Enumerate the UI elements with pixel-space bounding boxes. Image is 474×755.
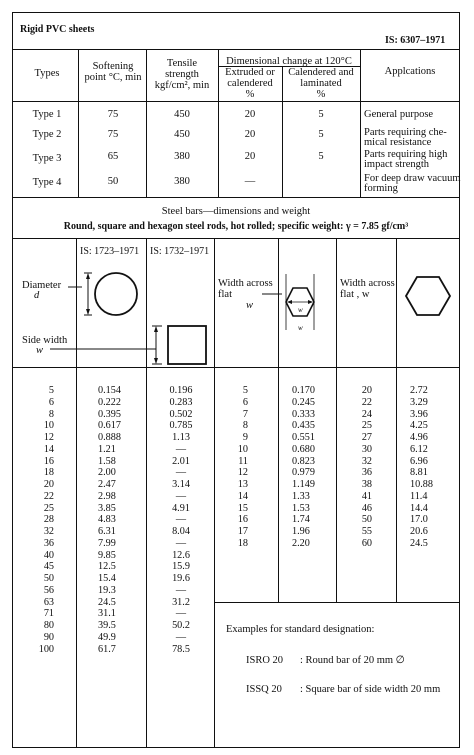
- size-cell: 18: [43, 467, 54, 479]
- pvc-application: Parts requiring che-: [364, 127, 447, 138]
- pvc-application: impact strength: [364, 159, 430, 170]
- size-cell: 5: [48, 385, 54, 396]
- diameter-symbol: d: [34, 290, 40, 301]
- hex-weight-cell: 0.170: [292, 385, 315, 396]
- round-weight-cell: 1.21: [98, 443, 116, 455]
- hex-size-cell: 55: [361, 526, 372, 537]
- hexagon-bar-drawing: [262, 272, 338, 334]
- divider: [12, 367, 460, 368]
- round-weight-cell: 19.3: [98, 584, 116, 596]
- square-weight-cell: 31.2: [172, 596, 190, 608]
- round-weight-cell: 7.99: [98, 537, 116, 549]
- divider: [218, 66, 360, 67]
- hex-weight-cell: 8.81: [410, 467, 428, 479]
- divider: [146, 238, 147, 748]
- pvc-calendered: 5: [318, 129, 324, 140]
- hex-weight-cell: 0.823: [292, 455, 315, 467]
- size-cell: 80: [43, 620, 54, 631]
- hex-weight-cell: 20.6: [410, 526, 428, 537]
- round-weight-cell: 0.154: [98, 385, 121, 396]
- hex-size-cell: 7: [242, 408, 248, 420]
- header-types: Types: [34, 68, 60, 79]
- example-2-code: ISSQ 20: [246, 684, 282, 695]
- round-weight-cell: 9.85: [98, 549, 116, 561]
- hex-weight-cell: 4.25: [410, 420, 428, 432]
- square-weight-cell: —: [175, 631, 187, 643]
- hex-weight-cell: 3.96: [410, 408, 428, 420]
- hexagon-large-drawing: [400, 266, 458, 326]
- diameter-leader: [4, 282, 84, 292]
- round-weight-cell: 6.31: [98, 526, 116, 537]
- hex-size-cell: 18: [237, 537, 248, 549]
- pvc-softening: 75: [107, 109, 119, 120]
- divider: [214, 238, 215, 367]
- round-weight-cell: 2.47: [98, 479, 116, 490]
- size-cell: 71: [43, 608, 54, 620]
- width-across-symbol: w: [246, 300, 254, 311]
- square-weight-cell: 78.5: [172, 643, 190, 655]
- pvc-tensile: 380: [174, 176, 190, 187]
- pvc-extruded: 20: [244, 129, 256, 140]
- hex-weight-cell: 0.245: [292, 396, 315, 408]
- square-weight-cell: —: [175, 467, 187, 479]
- size-cell: 22: [43, 490, 54, 502]
- round-weight-column: [98, 385, 144, 655]
- pvc-application: mical resistance: [364, 137, 432, 148]
- hex-size-cell: 22: [361, 396, 372, 408]
- hex-size-cell: 9: [242, 432, 248, 443]
- pvc-type: Type 1: [32, 109, 62, 120]
- pvc-extruded: 20: [244, 109, 256, 120]
- hex-weight-cell: 0.979: [292, 467, 315, 479]
- side-width-symbol: w: [36, 345, 44, 356]
- square-weight-cell: —: [175, 537, 187, 549]
- size-cell: 45: [43, 561, 54, 573]
- side-width-leader: [50, 345, 160, 353]
- hex-small-size-column: [220, 385, 248, 550]
- divider: [12, 197, 460, 198]
- pvc-extruded: 20: [244, 151, 256, 162]
- header-softening: Softening: [92, 61, 134, 72]
- pvc-softening: 50: [107, 176, 119, 187]
- divider: [12, 238, 460, 239]
- hex-weight-cell: 17.0: [410, 514, 428, 526]
- hex-weight-cell: 4.96: [410, 432, 428, 443]
- size-column: [20, 385, 54, 655]
- round-weight-cell: 4.83: [98, 514, 116, 526]
- size-cell: 36: [43, 537, 54, 549]
- round-weight-cell: 24.5: [98, 596, 116, 608]
- size-cell: 6: [48, 396, 54, 408]
- header-calendered: Calendered and: [288, 67, 354, 78]
- hex-weight-cell: 0.435: [292, 420, 315, 432]
- header-softening: point °C, min: [84, 72, 142, 83]
- svg-text:w: w: [298, 324, 303, 332]
- divider: [396, 238, 397, 367]
- svg-text:w: w: [298, 306, 303, 314]
- pvc-application: forming: [364, 183, 398, 194]
- hex-size-cell: 30: [361, 443, 372, 455]
- hex-weight-cell: 1.149: [292, 479, 315, 490]
- pvc-application: For deep draw vacuum: [364, 173, 461, 184]
- header-calendered: %: [316, 89, 326, 100]
- pvc-application: Parts requiring high: [364, 149, 448, 160]
- hex-size-cell: 50: [361, 514, 372, 526]
- divider: [146, 49, 147, 197]
- side-width-label: Side width: [22, 335, 68, 346]
- hex-weight-cell: 1.96: [292, 526, 310, 537]
- table-frame: [12, 12, 460, 748]
- hex-weight-cell: 0.551: [292, 432, 315, 443]
- square-weight-cell: 15.9: [172, 561, 190, 573]
- header-extruded: %: [245, 89, 255, 100]
- hex-weight-cell: 11.4: [410, 490, 428, 502]
- hex-size-cell: 12: [237, 467, 248, 479]
- hex-weight-cell: 1.33: [292, 490, 310, 502]
- hex-size-cell: 8: [242, 420, 248, 432]
- hex-weight-cell: 6.12: [410, 443, 428, 455]
- pvc-softening: 75: [107, 129, 119, 140]
- square-weight-cell: —: [175, 490, 187, 502]
- square-weight-cell: 3.14: [172, 479, 190, 490]
- pvc-calendered: 5: [318, 109, 324, 120]
- steel-subtitle: Round, square and hexagon steel rods, hot rolled; specific weight: γ = 7.85 gf/cm³: [63, 221, 409, 232]
- hex-size-cell: 36: [361, 467, 372, 479]
- size-cell: 12: [43, 432, 54, 443]
- square-weight-cell: 2.01: [172, 455, 190, 467]
- size-cell: 40: [43, 549, 54, 561]
- round-weight-cell: 31.1: [98, 608, 116, 620]
- pvc-tensile: 450: [174, 109, 190, 120]
- round-bar-drawing: [80, 270, 144, 320]
- pvc-type: Type 4: [32, 177, 62, 188]
- square-weight-cell: 0.502: [169, 408, 193, 420]
- header-extruded: Extruded or: [225, 67, 275, 78]
- size-cell: 28: [43, 514, 54, 526]
- round-weight-cell: 2.98: [98, 490, 116, 502]
- pvc-type: Type 2: [32, 129, 62, 140]
- pvc-calendered: 5: [318, 151, 324, 162]
- is-1732-label: IS: 1732–1971: [150, 246, 210, 257]
- divider: [214, 602, 460, 603]
- hex-weight-cell: 0.680: [292, 443, 315, 455]
- hex-size-cell: 13: [237, 479, 248, 490]
- pvc-standard: IS: 6307–1971: [385, 35, 446, 46]
- header-dimensional: Dimensional change at 120°C: [226, 56, 352, 67]
- hex-size-cell: 27: [361, 432, 372, 443]
- square-weight-cell: 19.6: [172, 573, 190, 584]
- hex-size-cell: 16: [237, 514, 248, 526]
- is-1723-label: IS: 1723–1971: [80, 246, 140, 257]
- hex-size-cell: 17: [237, 526, 248, 537]
- size-cell: 50: [43, 573, 54, 584]
- round-weight-cell: 39.5: [98, 620, 116, 631]
- round-weight-cell: 2.00: [98, 467, 116, 479]
- divider: [78, 49, 79, 197]
- hex-size-cell: 38: [361, 479, 372, 490]
- header-applications: Applcations: [384, 66, 436, 77]
- divider: [396, 367, 397, 602]
- pvc-title: Rigid PVC sheets: [20, 24, 95, 35]
- hex-weight-cell: 2.20: [292, 537, 310, 549]
- round-weight-cell: 0.617: [98, 420, 121, 432]
- divider: [214, 367, 215, 748]
- hex-size-cell: 24: [361, 408, 372, 420]
- square-weight-column: [150, 385, 212, 655]
- divider: [278, 367, 279, 602]
- header-calendered: laminated: [300, 78, 342, 89]
- square-weight-cell: 1.13: [172, 432, 190, 443]
- size-cell: 100: [38, 643, 54, 655]
- pvc-softening: 65: [107, 151, 119, 162]
- pvc-tensile: 450: [174, 129, 190, 140]
- hex-weight-cell: 2.72: [410, 385, 428, 396]
- hex-size-cell: 60: [361, 537, 372, 549]
- square-weight-cell: 0.785: [169, 420, 193, 432]
- hex-size-cell: 10: [237, 443, 248, 455]
- square-weight-cell: —: [175, 443, 187, 455]
- hex-size-cell: 5: [242, 385, 248, 396]
- hex-large-weight-column: [410, 385, 454, 550]
- size-cell: 63: [43, 596, 54, 608]
- square-weight-cell: —: [175, 514, 187, 526]
- divider: [360, 49, 361, 197]
- size-cell: 10: [43, 420, 54, 432]
- divider: [336, 367, 337, 602]
- header-tensile: Tensile: [166, 58, 198, 69]
- hex-size-cell: 25: [361, 420, 372, 432]
- round-weight-cell: 1.58: [98, 455, 116, 467]
- square-weight-cell: 8.04: [172, 526, 190, 537]
- hex-weight-cell: 1.74: [292, 514, 310, 526]
- size-cell: 90: [43, 631, 54, 643]
- hex-size-cell: 15: [237, 502, 248, 514]
- size-cell: 56: [43, 584, 54, 596]
- pvc-tensile: 380: [174, 151, 190, 162]
- square-weight-cell: —: [175, 584, 187, 596]
- square-bar-drawing: [150, 322, 212, 366]
- hex-large-size-column: [344, 385, 372, 550]
- round-weight-cell: 0.222: [98, 396, 121, 408]
- hex-size-cell: 46: [361, 502, 372, 514]
- hex-weight-cell: 14.4: [410, 502, 428, 514]
- hex-size-cell: 11: [238, 455, 248, 467]
- square-weight-cell: 50.2: [172, 620, 190, 631]
- hex-size-cell: 14: [237, 490, 248, 502]
- round-weight-cell: 49.9: [98, 631, 116, 643]
- size-cell: 25: [43, 502, 54, 514]
- square-weight-cell: 4.91: [172, 502, 190, 514]
- hex-size-cell: 20: [361, 385, 372, 396]
- square-weight-cell: 0.283: [169, 396, 193, 408]
- round-weight-cell: 61.7: [98, 643, 116, 655]
- steel-title: Steel bars—dimensions and weight: [161, 206, 311, 217]
- size-cell: 16: [43, 455, 54, 467]
- hex-small-weight-column: [292, 385, 334, 550]
- examples-title: Examples for standard designation:: [226, 624, 375, 635]
- divider: [12, 49, 460, 50]
- size-cell: 20: [43, 479, 54, 490]
- divider: [76, 367, 77, 748]
- pvc-extruded: —: [244, 176, 256, 187]
- header-tensile: kgf/cm², min: [154, 80, 210, 91]
- example-1-text: : Round bar of 20 mm ∅: [300, 655, 405, 666]
- diameter-label: Diameter: [22, 280, 62, 291]
- hex-size-cell: 41: [361, 490, 372, 502]
- hex-weight-cell: 3.29: [410, 396, 428, 408]
- pvc-type: Type 3: [32, 153, 62, 164]
- size-cell: 14: [43, 443, 54, 455]
- width-across-label-b: Width across: [340, 278, 395, 289]
- size-cell: 32: [43, 526, 54, 537]
- header-extruded: calendered: [227, 78, 273, 89]
- square-weight-cell: —: [175, 608, 187, 620]
- example-2-text: : Square bar of side width 20 mm: [300, 684, 441, 695]
- square-weight-cell: 12.6: [172, 549, 190, 561]
- example-1-code: ISRO 20: [246, 655, 284, 666]
- size-cell: 8: [48, 408, 54, 420]
- round-weight-cell: 0.888: [98, 432, 121, 443]
- hex-weight-cell: 24.5: [410, 537, 428, 549]
- round-weight-cell: 12.5: [98, 561, 116, 573]
- width-across-label-b: flat , w: [340, 289, 370, 300]
- round-weight-cell: 0.395: [98, 408, 121, 420]
- header-tensile: strength: [165, 69, 199, 80]
- hex-weight-cell: 6.96: [410, 455, 428, 467]
- hex-weight-cell: 10.88: [410, 479, 433, 490]
- divider: [12, 101, 460, 102]
- hex-size-cell: 32: [361, 455, 372, 467]
- hex-weight-cell: 1.53: [292, 502, 310, 514]
- width-across-label: flat: [218, 289, 232, 300]
- square-weight-cell: 0.196: [169, 385, 193, 396]
- width-across-label: Width across: [218, 278, 273, 289]
- divider: [218, 49, 219, 197]
- hex-weight-cell: 0.333: [292, 408, 315, 420]
- hex-size-cell: 6: [242, 396, 248, 408]
- round-weight-cell: 3.85: [98, 502, 116, 514]
- pvc-application: General purpose: [364, 109, 434, 120]
- round-weight-cell: 15.4: [98, 573, 116, 584]
